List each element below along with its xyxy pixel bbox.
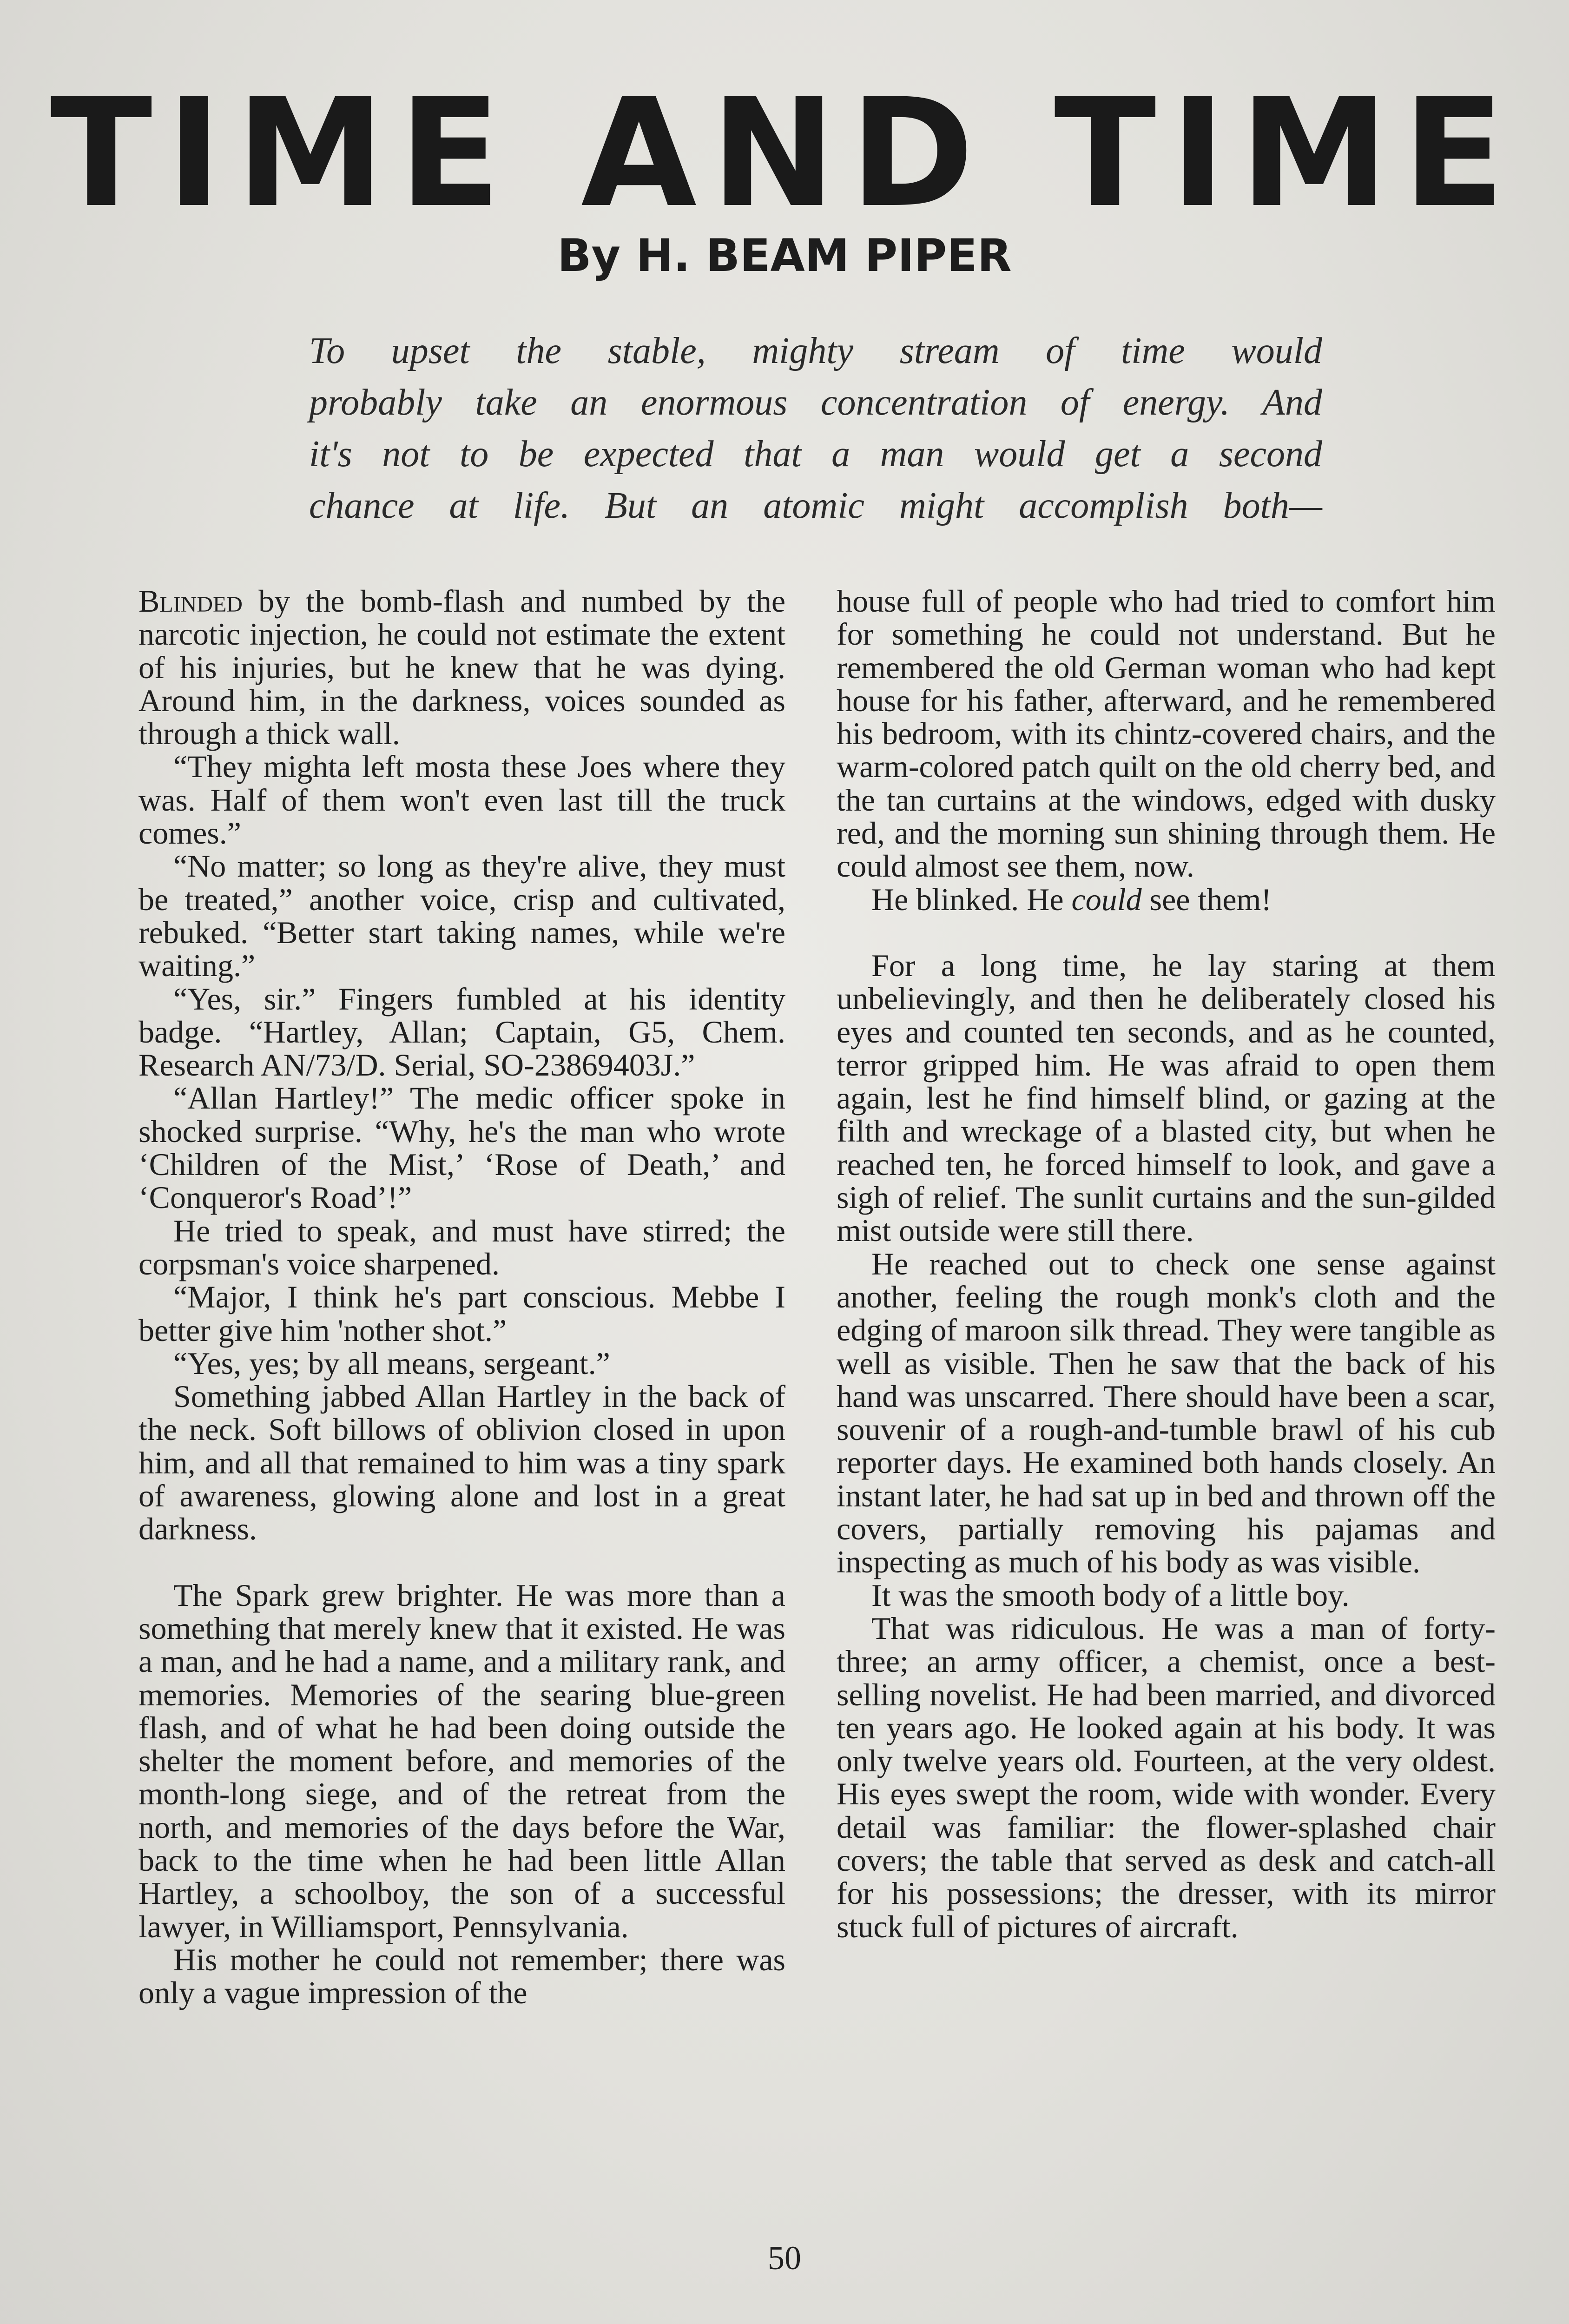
paragraph: “Yes, sir.” Fingers fumbled at his identity badge. “Hartley, Allan; Captain, G5, Chem. Research AN/73/D. Serial, SO-23869403J.” xyxy=(138,981,785,1083)
paragraph: house full of people who had tried to comfort him for something he could not understand. But he remembered the old German woman who had kept house for his father, afterward, and he remembered his bedroom, with its chintz-covered chairs, and the warm-colored patch quilt on the old cherry bed, and the tan curtains at the windows, edged with dusky red, and the morning sun shining through them. He could almost see them, now. xyxy=(837,583,1496,884)
page-number: 50 xyxy=(768,2239,801,2277)
paragraph-text: see them! xyxy=(1141,881,1272,917)
paragraph: He reached out to check one sense against another, feeling the rough monk's cloth and the edging of maroon silk thread. They were tangible as well as visible. Then he saw that the back of his hand was unscarred. There should have been a scar, souvenir of a rough-and-tumble brawl of his cub reporter days. He examined both hands closely. An instant later, he had sat up in bed and thrown off the covers, partially removing his pajamas and inspecting as much of his body as was visible. xyxy=(837,1246,1496,1580)
paragraph: “They mighta left mosta these Joes where they was. Half of them won't even last till the truck comes.” xyxy=(138,749,785,851)
story-blurb xyxy=(309,325,1322,532)
blurb-line: To upset the stable, mighty stream of time would xyxy=(309,330,1322,371)
emphasis-text: could xyxy=(1071,881,1142,917)
paragraph: Something jabbed Allan Hartley in the back of the neck. Soft billows of oblivion closed in upon him, and all that remained to him was a tiny spark of awareness, glowing alone and lost in a great darkness. xyxy=(138,1379,785,1547)
right-column xyxy=(837,585,1496,1943)
left-column xyxy=(138,585,785,2009)
paragraph xyxy=(138,585,785,750)
blurb-line: chance at life. But an atomic might accomplish both— xyxy=(309,485,1322,526)
blurb-line: it's not to be expected that a man would get a second xyxy=(309,434,1322,475)
paragraph: He tried to speak, and must have stirred; the corpsman's voice sharpened. xyxy=(138,1213,785,1281)
paragraph xyxy=(837,883,1496,916)
paragraph: “Allan Hartley!” The medic officer spoke in shocked surprise. “Why, he's the man who wrote ‘Children of the Mist,’ ‘Rose of Death,’ and ‘Conqueror's Road’!” xyxy=(138,1080,785,1215)
paragraph-text: He blinked. He xyxy=(871,881,1072,917)
paragraph: “Major, I think he's part conscious. Mebbe I better give him 'nother shot.” xyxy=(138,1279,785,1348)
paragraph: For a long time, he lay staring at them unbelievingly, and then he deliberately closed his eyes and counted ten seconds, and as he counted, terror gripped him. He was afraid to open them again, lest he find himself blind, or gazing at the filth and wreckage of a blasted city, but when he reached ten, he forced himself to look, and gave a sigh of relief. The sunlit curtains and the sun-gilded mist outside were still there. xyxy=(837,947,1496,1248)
blurb-line: probably take an enormous concentration of energy. And xyxy=(309,382,1322,423)
paragraph: That was ridiculous. He was a man of forty-three; an army officer, a chemist, once a best-selling novelist. He had been married, and divorced ten years ago. He looked again at his body. It was only twelve years old. Fourteen, at the very oldest. His eyes swept the room, wide with wonder. Every detail was familiar: the flower-splashed chair covers; the table that served as desk and catch-all for his possessions; the dresser, with its mirror stuck full of pictures of aircraft. xyxy=(837,1610,1496,1944)
drop-lead: Blinded xyxy=(138,583,243,619)
paragraph: It was the smooth body of a little boy. xyxy=(871,1577,1350,1613)
byline: By H. BEAM PIPER xyxy=(557,230,1012,282)
paragraph: “No matter; so long as they're alive, they must be treated,” another voice, crisp and cultivated, rebuked. “Better start taking names, while we're waiting.” xyxy=(138,848,785,984)
story-title: TIME AND TIME xyxy=(50,66,1519,240)
paragraph: His mother he could not remember; there was only a vague impression of the xyxy=(138,1941,785,2011)
paragraph: “Yes, yes; by all means, sergeant.” xyxy=(173,1345,610,1381)
paragraph: The Spark grew brighter. He was more than a something that merely knew that it existed. He was a man, and he had a name, and a military rank, and memories. Memories of the searing blue-green flash, and of what he had been doing outside the shelter the moment before, and memories of the month-long siege, and of the retreat from the north, and memories of the days before the War, back to the time when he had been little Allan Hartley, a schoolboy, the son of a successful lawyer, in Williamsport, Pennsylvania. xyxy=(138,1577,785,1944)
paragraph-text: by the bomb-flash and numbed by the narcotic injection, he could not estimate the extent of his injuries, but he knew that he was dying. Around him, in the darkness, voices sounded as through a thick wall. xyxy=(138,583,785,752)
